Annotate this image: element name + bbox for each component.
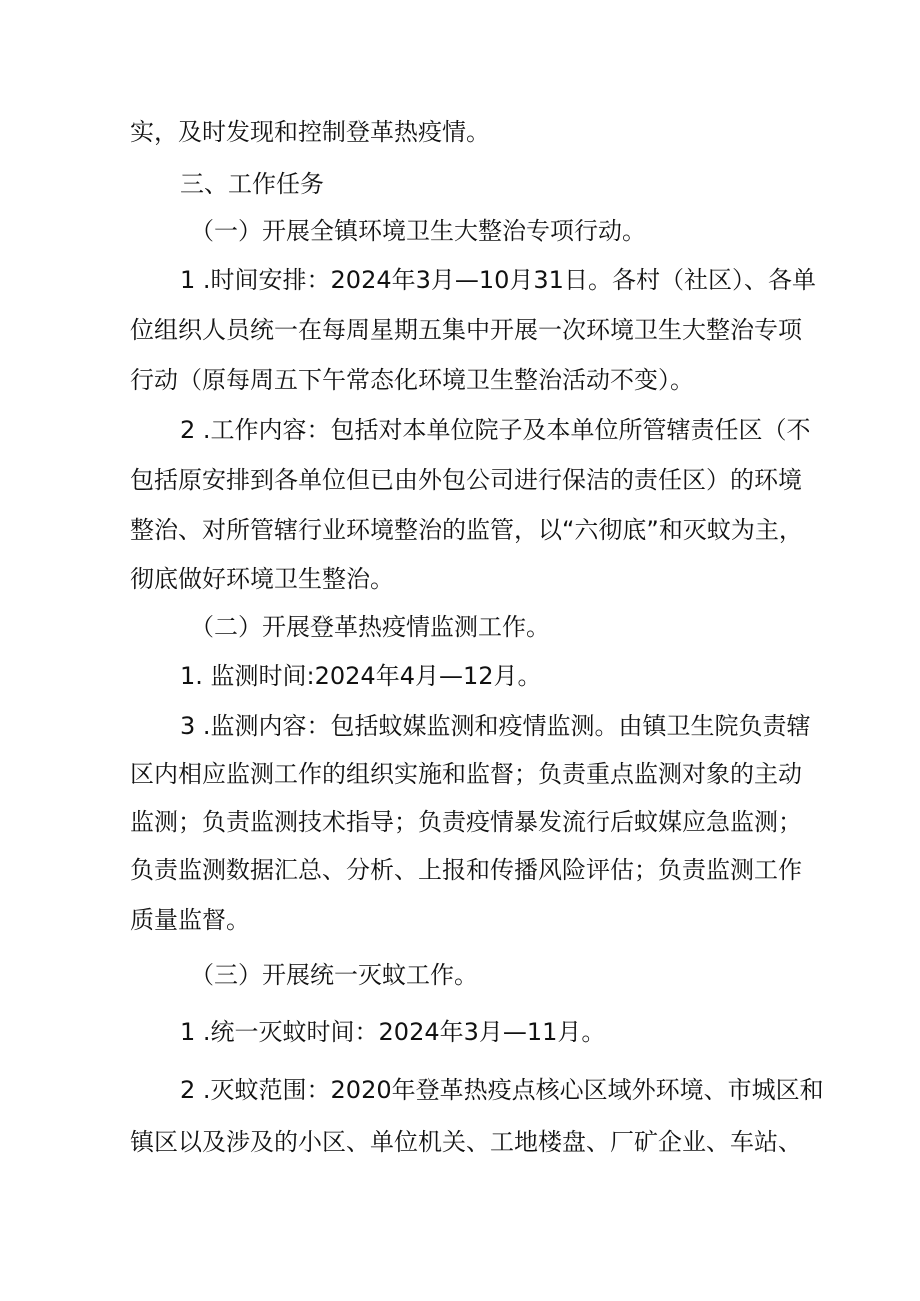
- text-line: 镇区以及涉及的小区、单位机关、工地楼盘、厂矿企业、车站、: [130, 1128, 802, 1156]
- text-line: 位组织人员统一在每周星期五集中开展一次环境卫生大整治专项: [130, 316, 802, 344]
- subsection-heading: （二）开展登革热疫情监测工作。: [190, 613, 550, 641]
- text-line: 包括原安排到各单位但已由外包公司进行保洁的责任区）的环境: [130, 466, 802, 494]
- text-line: 行动（原每周五下午常态化环境卫生整治活动不变）。: [130, 366, 694, 394]
- section-heading: 三、工作任务: [180, 170, 324, 198]
- text-line: 1 .时间安排：2024年3月—10月31日。各村（社区）、各单: [180, 266, 816, 294]
- subsection-heading: （一）开展全镇环境卫生大整治专项行动。: [190, 217, 646, 245]
- text-line: 3 .监测内容：包括蚊媒监测和疫情监测。由镇卫生院负责辖: [180, 712, 811, 740]
- text-line: 彻底做好环境卫生整治。: [130, 565, 394, 593]
- subsection-heading: （三）开展统一灭蚊工作。: [190, 961, 478, 989]
- text-line: 2 .工作内容：包括对本单位院子及本单位所管辖责任区（不: [180, 416, 811, 444]
- text-line: 质量监督。: [130, 906, 250, 934]
- text-line: 负责监测数据汇总、分析、上报和传播风险评估；负责监测工作: [130, 856, 802, 884]
- text-line: 1 .统一灭蚊时间：2024年3月—11月。: [180, 1018, 606, 1046]
- text-line: 整治、对所管辖行业环境整治的监管，以“六彻底”和灭蚊为主，: [130, 516, 803, 544]
- text-line: 监测；负责监测技术指导；负责疫情暴发流行后蚊媒应急监测；: [130, 808, 802, 836]
- text-line: 区内相应监测工作的组织实施和监督；负责重点监测对象的主动: [130, 760, 802, 788]
- text-line: 2 .灭蚊范围：2020年登革热疫点核心区域外环境、市城区和: [180, 1076, 824, 1104]
- text-line: 1. 监测时间:2024年4月—12月。: [180, 662, 542, 690]
- text-line: 实，及时发现和控制登革热疫情。: [130, 118, 490, 146]
